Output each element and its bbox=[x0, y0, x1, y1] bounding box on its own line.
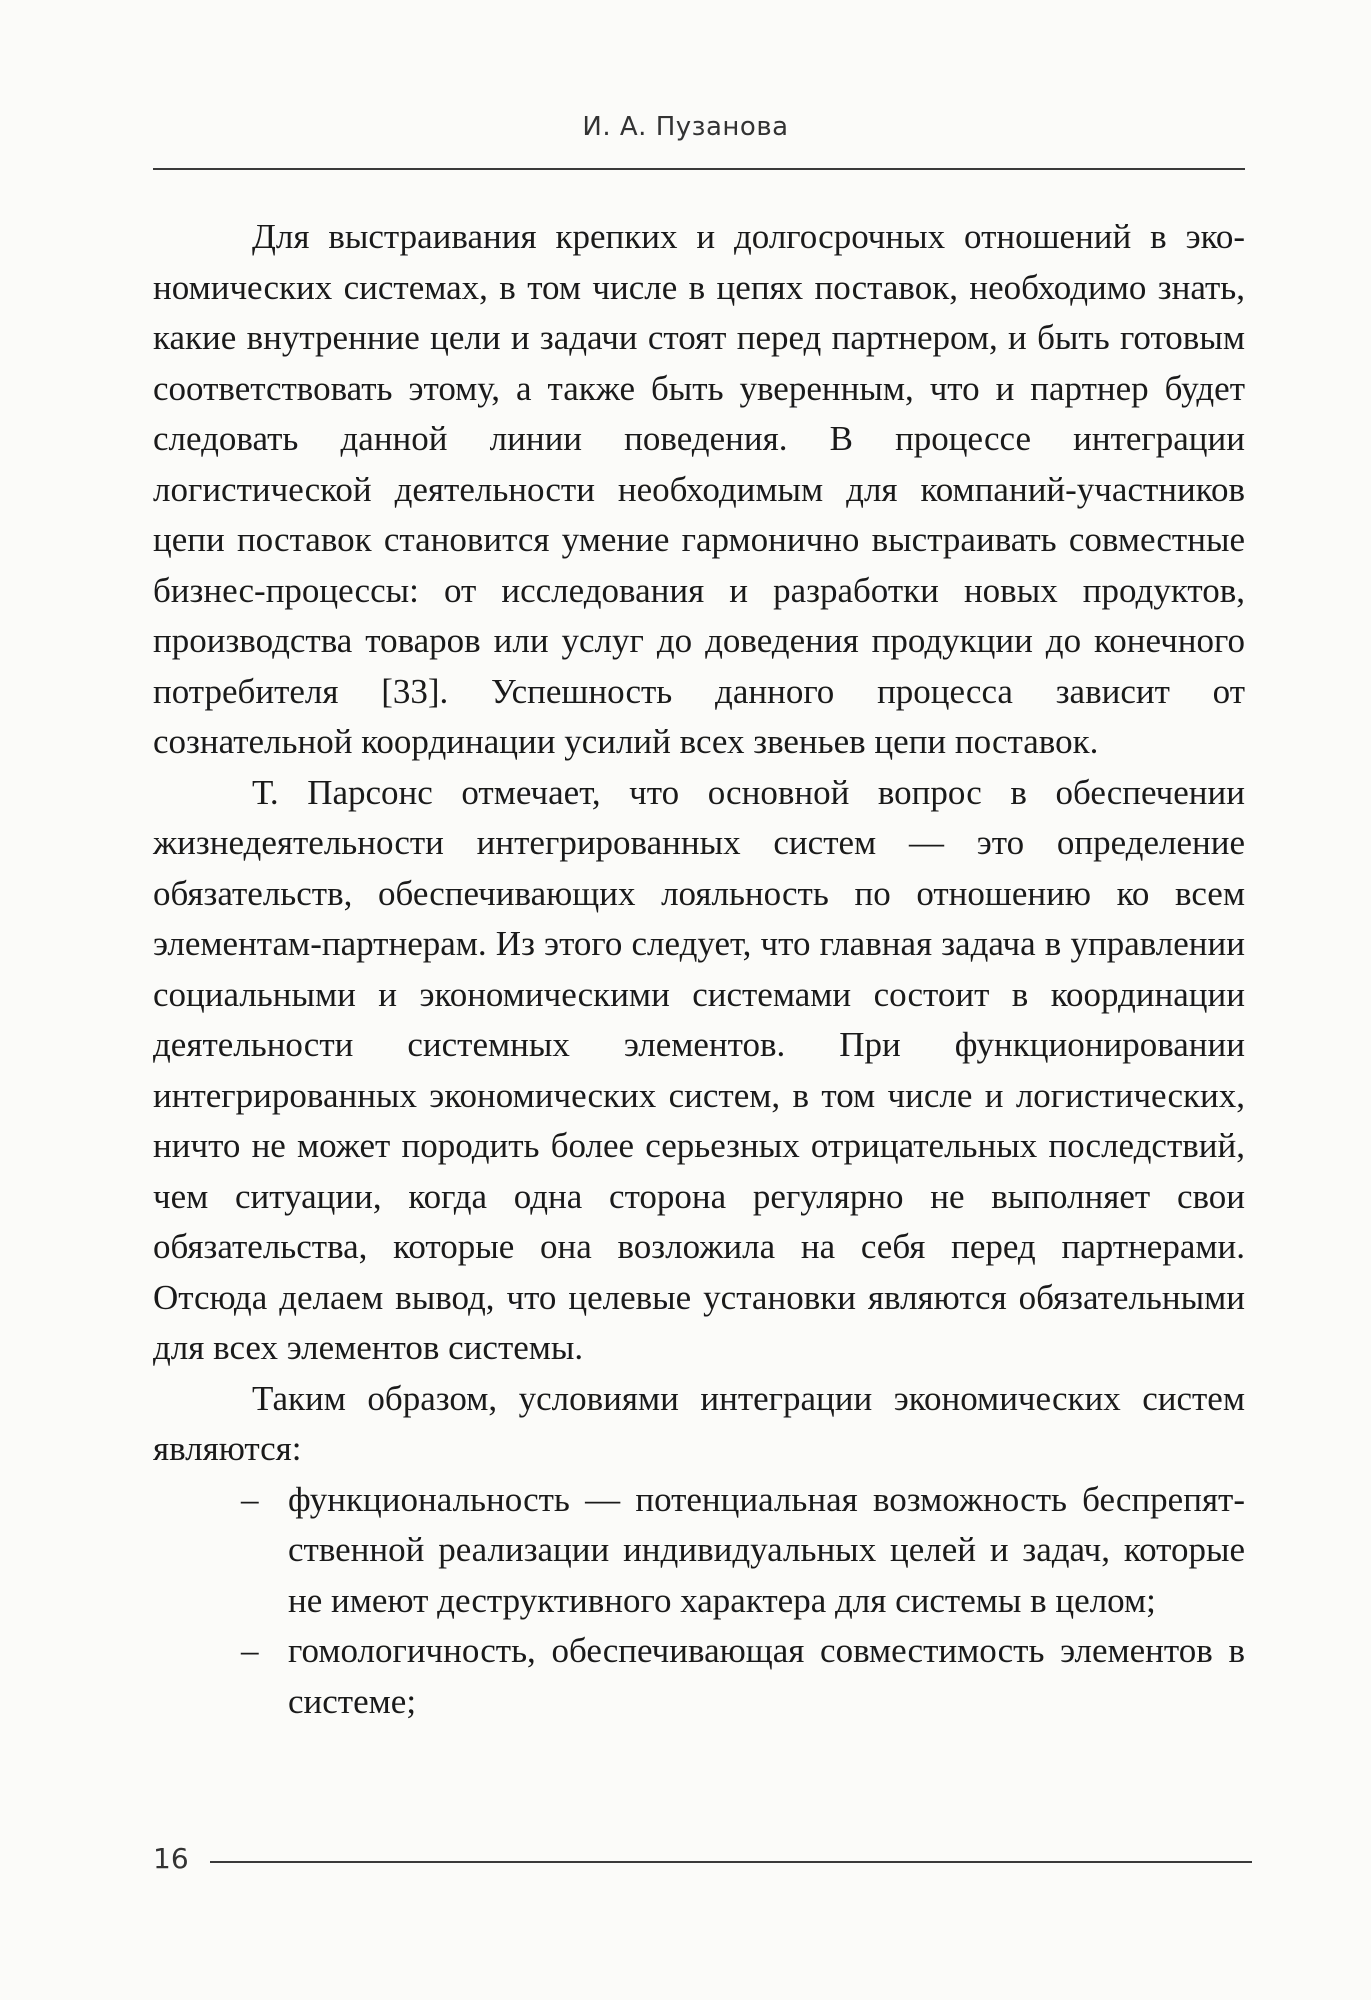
running-title: И. А. Пузанова bbox=[582, 112, 789, 142]
paragraph-2: Т. Парсонс отмечает, что основной вопрос в обеспечении жизнедеятельности интегрированных систем — это определение обязательств, обеспечивающих лояльность по отношению ко всем элементам-партнерам. Из этого следует, что главная задача в управлении социальными и экономическими системами состоит в координации деятельности системных элементов. При функционировании интегрированных экономических систем, в том числе и логистических, ничто не может породить более серьезных отрицательных последствий, чем ситуации, когда одна сторона регулярно не выполняет свои обязательства, которые она возложила на себя перед партнерами. Отсюда делаем вывод, что целевые установки являются обязательными для всех элементов системы. bbox=[153, 772, 1245, 1367]
list-item bbox=[153, 1626, 1245, 1727]
header-rule bbox=[153, 168, 1245, 170]
list-item-text: гомологичность, обеспечивающая совместимость элементов в системе; bbox=[288, 1631, 1245, 1721]
conditions-list bbox=[153, 1475, 1245, 1728]
paragraph-3: Таким образом, условиями интеграции экономических систем являются: bbox=[153, 1378, 1245, 1468]
list-dash: – bbox=[241, 1479, 259, 1519]
paragraph-1: Для выстраивания крепких и долгосрочных отношений в экономических системах, в том числе в цепях поставок, необходимо знать, какие внутренние цели и задачи стоят перед партнером, и быть готовым соответствовать этому, а также быть уверенным, что и партнер будет следовать данной линии поведения. В процессе интеграции логистической деятельности необходимым для компаний-участников цепи поставок становится умение гармонично выстраивать совместные бизнес-процессы: от исследования и разработки новых продуктов, производства товаров или услуг до доведения продукции до конечного потребителя [33]. Успешность данного процесса зависит от сознательной координации усилий всех звеньев цепи поставок. bbox=[153, 217, 1245, 761]
footer-rule bbox=[210, 1861, 1252, 1863]
page-number: 16 bbox=[153, 1842, 189, 1875]
list-item bbox=[153, 1475, 1245, 1627]
list-dash: – bbox=[241, 1631, 259, 1670]
list-item-text: функциональность — потенциальная возможность беспрепятственной реализации индивидуальных целей и задач, которые не имеют деструктивного характера для системы в целом; bbox=[288, 1479, 1245, 1620]
body-text bbox=[153, 212, 1245, 1727]
